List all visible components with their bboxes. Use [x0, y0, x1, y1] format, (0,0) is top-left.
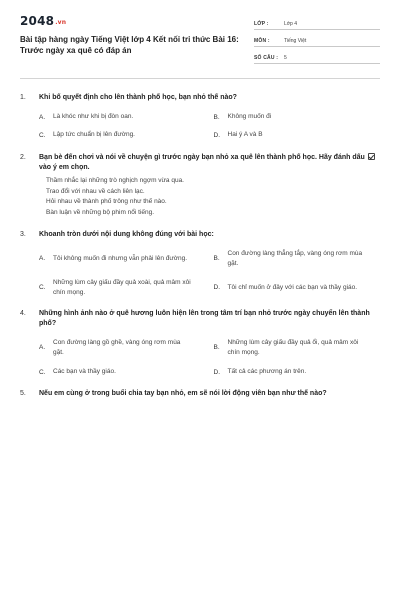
question-text	[39, 153, 380, 173]
question-1-options	[20, 112, 380, 140]
question-2	[20, 153, 380, 218]
option-c[interactable]	[39, 367, 206, 377]
option-text: Các bạn và thầy giáo.	[53, 368, 116, 376]
meta-key-class: LỚP :	[254, 21, 269, 27]
header-divider	[20, 78, 380, 79]
question-4-head	[20, 309, 380, 329]
option-a[interactable]	[39, 112, 206, 122]
statement-item[interactable]: Hỏi nhau về thành phố trông như thế nào.	[46, 198, 167, 205]
option-text: Những lùm cây giấu đầy quả ổi, quả mâm xôi chín mọng.	[227, 339, 359, 356]
option-d[interactable]	[214, 367, 381, 377]
header-left	[20, 14, 252, 56]
option-letter: A.	[39, 344, 46, 351]
title-line-1: Bài tập hàng ngày Tiếng Việt lớp 4 Kết nối tri thức Bài 16:	[20, 35, 239, 44]
option-letter: C.	[39, 368, 46, 376]
statement-item[interactable]: Thầm nhắc lại những trò nghịch ngợm vừa qua.	[46, 177, 184, 184]
question-3-head	[20, 230, 380, 240]
meta-value-subject: Tiếng Việt	[284, 38, 307, 44]
question-number: 2.	[20, 154, 26, 161]
question-text: Nếu em cùng ở trong buổi chia tay bạn nhỏ, em sẽ nói lời động viên bạn như thế nào?	[39, 390, 327, 397]
option-letter: C.	[39, 131, 46, 139]
option-text: Con đường làng gồ ghề, vàng óng rơm mùa gặt.	[53, 339, 181, 356]
question-number: 5.	[20, 390, 26, 397]
meta-key-subject: MÔN :	[254, 38, 270, 44]
option-text: Lập tức chuẩn bị lên đường.	[53, 131, 135, 139]
question-1	[20, 93, 380, 140]
question-text: Khi bố quyết định cho lên thành phố học, bạn nhỏ thế nào?	[39, 94, 237, 101]
question-number: 3.	[20, 231, 26, 238]
option-text: Những lùm cây giấu đầy quả xoài, quả mâm xôi chín mọng.	[53, 279, 191, 296]
option-text: Không muốn đi	[227, 113, 272, 121]
option-b[interactable]	[214, 249, 381, 268]
option-a[interactable]	[39, 249, 206, 268]
question-number: 1.	[20, 94, 26, 101]
meta-row-subject	[254, 32, 380, 47]
site-logo[interactable]	[20, 14, 252, 30]
worksheet-meta	[254, 15, 380, 66]
question-4-options	[20, 338, 380, 377]
question-2-statements	[20, 176, 380, 218]
statement-item[interactable]: Bàn luận về những bộ phim nổi tiếng.	[46, 208, 155, 216]
question-text: Khoanh tròn dưới nội dung không đúng với bài học:	[39, 231, 214, 238]
meta-value-class: Lớp 4	[284, 21, 298, 27]
checkbox-checked-icon	[368, 153, 375, 160]
option-d[interactable]	[214, 278, 381, 297]
document-title	[20, 35, 252, 56]
question-number: 4.	[20, 310, 26, 317]
option-text: Tất cả các phương án trên.	[227, 368, 307, 376]
logo-main: 2048	[20, 14, 55, 28]
option-text: Là khóc như khi bị đòn oan.	[53, 113, 134, 121]
option-b[interactable]	[214, 338, 381, 357]
question-text: Những hình ảnh nào ở quê hương luôn hiện lên trong tâm trí bạn nhỏ trước ngày chuyển lên thành phố?	[39, 310, 370, 327]
logo-tld: .vn	[55, 19, 67, 26]
worksheet-header	[20, 14, 380, 66]
meta-value-count: 5	[284, 55, 287, 61]
question-1-head	[20, 93, 380, 103]
option-letter: D.	[213, 368, 220, 376]
question-text-part-1: Bạn bè đến chơi và nói về chuyện gì trước ngày bạn nhỏ xa quê lên thành phố học. Hãy đánh dấu	[39, 154, 365, 161]
question-4	[20, 309, 380, 377]
option-b[interactable]	[214, 112, 381, 122]
option-letter: B.	[213, 344, 220, 351]
option-letter: C.	[39, 284, 46, 291]
option-text: Hai ý A và B	[227, 131, 263, 139]
option-c[interactable]	[39, 130, 206, 140]
option-letter: D.	[213, 284, 220, 291]
question-5	[20, 389, 380, 399]
title-line-2: Trước ngày xa quê có đáp án	[20, 45, 132, 55]
statement-item[interactable]: Trao đổi với nhau về cách liên lạc.	[46, 187, 145, 195]
option-text: Tôi chỉ muốn ở đây với các bạn và thầy giáo.	[227, 283, 358, 291]
option-letter: A.	[39, 255, 46, 262]
option-c[interactable]	[39, 278, 206, 297]
option-a[interactable]	[39, 338, 206, 357]
question-3	[20, 230, 380, 297]
question-3-options	[20, 249, 380, 297]
option-letter: B.	[213, 113, 220, 121]
option-letter: D.	[213, 131, 220, 139]
option-d[interactable]	[214, 130, 381, 140]
option-letter: B.	[213, 255, 220, 262]
option-letter: A.	[39, 113, 46, 121]
question-text-part-2: vào ý em chọn.	[39, 164, 90, 171]
meta-row-count	[254, 49, 380, 64]
meta-key-count: SỐ CÂU :	[254, 55, 279, 61]
meta-row-class	[254, 15, 380, 30]
option-text: Con đường làng thẳng tắp, vàng óng rơm mùa gặt.	[227, 250, 363, 267]
question-2-head	[20, 153, 380, 173]
question-5-head	[20, 389, 380, 399]
option-text: Tôi không muốn đi nhưng vẫn phải lên đường.	[53, 254, 188, 262]
question-list	[20, 93, 380, 399]
